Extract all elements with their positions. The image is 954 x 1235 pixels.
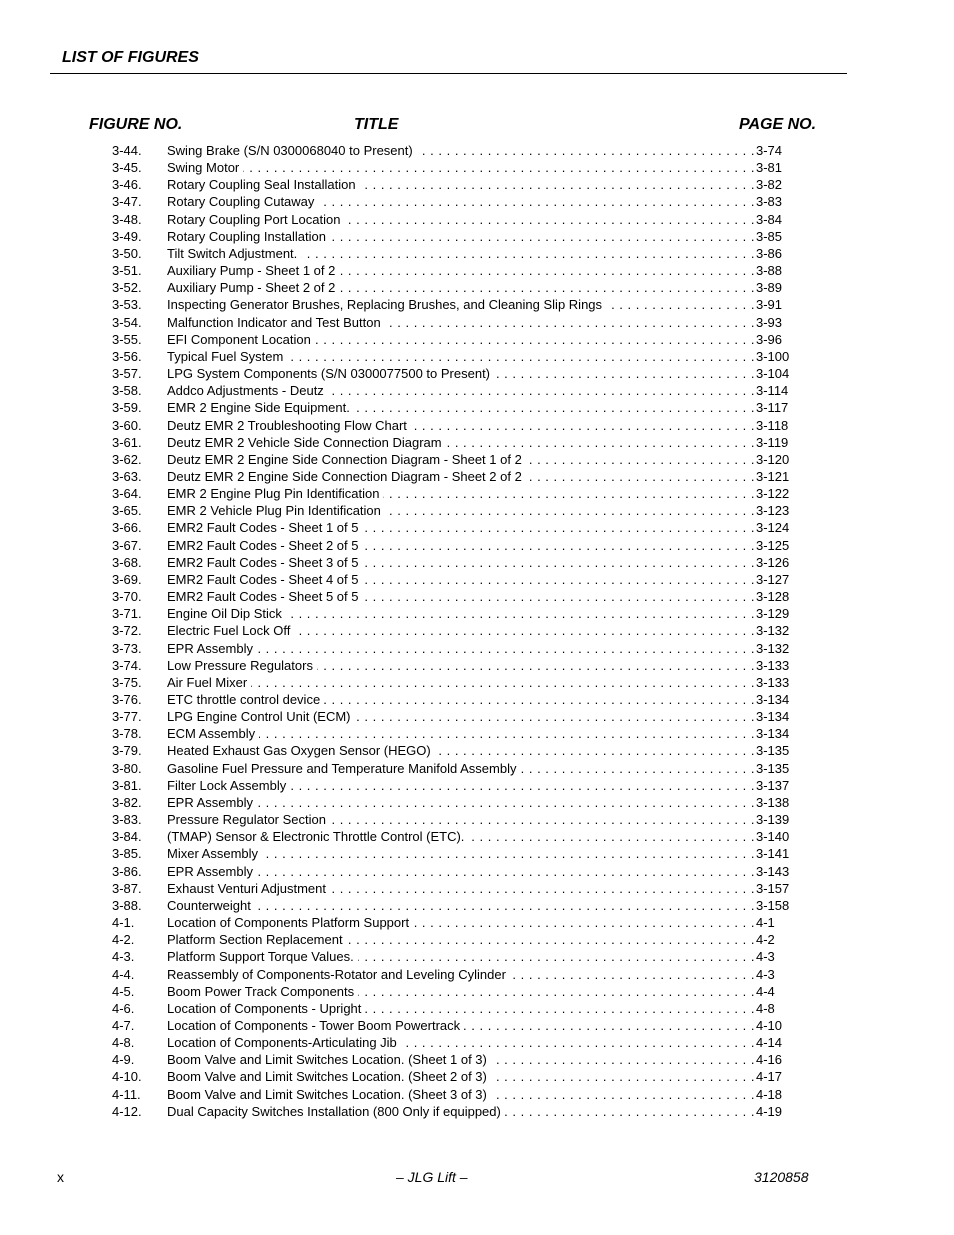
list-item[interactable] [112, 434, 792, 451]
page-number: 3-119 [756, 434, 789, 450]
figure-number: 3-54. [112, 314, 142, 330]
dot-leader [167, 983, 758, 1000]
figure-title: Deutz EMR 2 Troubleshooting Flow Chart [167, 418, 411, 433]
figure-title: EMR 2 Vehicle Plug Pin Identification [167, 503, 385, 518]
dot-leader [167, 880, 758, 897]
figure-title: Electric Fuel Lock Off [167, 623, 294, 638]
list-item[interactable] [112, 468, 792, 485]
figure-number: 4-8. [112, 1035, 135, 1051]
figure-title: Boom Valve and Limit Switches Location. (Sheet 3 of 3) [167, 1087, 491, 1102]
figure-number: 3-45. [112, 160, 142, 176]
column-heading-title: TITLE [354, 116, 399, 133]
dot-leader [167, 674, 758, 691]
figure-title: Auxiliary Pump - Sheet 2 of 2 [167, 280, 339, 295]
figure-number: 3-65. [112, 503, 142, 519]
figure-number: 3-68. [112, 554, 142, 570]
figure-number: 3-80. [112, 760, 142, 776]
figure-number: 3-72. [112, 623, 142, 639]
list-item[interactable] [112, 502, 792, 519]
list-item[interactable] [112, 725, 792, 742]
dot-leader [167, 451, 758, 468]
footer-page-number: x [57, 1169, 64, 1185]
page-number: 3-85 [756, 228, 783, 244]
figure-number: 4-3. [112, 949, 135, 965]
figure-title: Deutz EMR 2 Engine Side Connection Diagram - Sheet 1 of 2 [167, 452, 526, 467]
list-item[interactable] [112, 365, 792, 382]
dot-leader [167, 588, 758, 605]
figure-title: Boom Valve and Limit Switches Location. (Sheet 2 of 3) [167, 1069, 491, 1084]
list-item[interactable] [112, 880, 792, 897]
figure-title: Platform Support Torque Values. [167, 949, 358, 964]
figure-title: (TMAP) Sensor & Electronic Throttle Control (ETC). [167, 829, 468, 844]
dot-leader [167, 1000, 758, 1017]
figure-title: Pressure Regulator Section [167, 812, 330, 827]
page-number: 3-128 [756, 589, 790, 605]
list-item[interactable] [112, 245, 792, 262]
figure-title: Rotary Coupling Cutaway [167, 194, 318, 209]
page-number: 3-96 [756, 331, 783, 347]
page-number: 3-139 [756, 812, 790, 828]
figure-title: Location of Components - Upright [167, 1001, 365, 1016]
page-number: 3-158 [756, 897, 790, 913]
page-number: 3-137 [756, 777, 790, 793]
page-number: 4-10 [756, 1017, 783, 1033]
dot-leader [167, 640, 758, 657]
figure-number: 3-48. [112, 211, 142, 227]
figure-title: LPG Engine Control Unit (ECM) [167, 709, 355, 724]
page-number: 4-3 [756, 966, 775, 982]
list-item[interactable] [112, 760, 792, 777]
page-number: 3-114 [756, 383, 789, 399]
dot-leader [167, 142, 758, 159]
figure-number: 3-62. [112, 451, 142, 467]
figure-title: ECM Assembly [167, 726, 259, 741]
figure-number: 3-50. [112, 245, 142, 261]
dot-leader [167, 605, 758, 622]
figure-number: 3-81. [112, 777, 142, 793]
page-number: 3-132 [756, 640, 790, 656]
column-heading-page-no: PAGE NO. [739, 116, 817, 133]
dot-leader [167, 777, 758, 794]
figure-title: Inspecting Generator Brushes, Replacing Brushes, and Cleaning Slip Rings [167, 297, 606, 312]
figure-number: 4-12. [112, 1103, 142, 1119]
figure-number: 4-1. [112, 915, 135, 931]
figure-number: 3-84. [112, 829, 142, 845]
dot-leader [167, 794, 758, 811]
figure-title: Addco Adjustments - Deutz [167, 383, 328, 398]
figure-number: 3-46. [112, 177, 142, 193]
footer-document-number: 3120858 [754, 1169, 809, 1185]
figure-number: 4-6. [112, 1000, 135, 1016]
figure-title: Heated Exhaust Gas Oxygen Sensor (HEGO) [167, 743, 435, 758]
page-number: 3-91 [756, 297, 783, 313]
dot-leader [167, 365, 758, 382]
figure-title: Typical Fuel System [167, 349, 287, 364]
page-number: 3-89 [756, 280, 783, 296]
page-number: 4-3 [756, 949, 775, 965]
figure-title: EFI Component Location [167, 332, 315, 347]
figure-title: EMR2 Fault Codes - Sheet 4 of 5 [167, 572, 362, 587]
dot-leader [167, 657, 758, 674]
figure-title: Exhaust Venturi Adjustment [167, 881, 330, 896]
list-item[interactable] [112, 1068, 792, 1085]
figure-title: Deutz EMR 2 Engine Side Connection Diagram - Sheet 2 of 2 [167, 469, 526, 484]
page-number: 3-125 [756, 537, 790, 553]
dot-leader [167, 331, 758, 348]
figure-number: 3-55. [112, 331, 142, 347]
figure-title: EPR Assembly [167, 795, 257, 810]
figure-number: 4-11. [112, 1086, 141, 1102]
figure-number: 3-52. [112, 280, 142, 296]
list-item[interactable] [112, 382, 792, 399]
figure-number: 3-79. [112, 743, 142, 759]
figure-title: Location of Components - Tower Boom Powertrack [167, 1018, 464, 1033]
figure-title: Auxiliary Pump - Sheet 1 of 2 [167, 263, 339, 278]
figure-title: ETC throttle control device [167, 692, 324, 707]
figure-title: EMR2 Fault Codes - Sheet 1 of 5 [167, 520, 362, 535]
figure-number: 3-58. [112, 383, 142, 399]
dot-leader [167, 193, 758, 210]
dot-leader [167, 863, 758, 880]
list-item[interactable] [112, 314, 792, 331]
list-item[interactable] [112, 948, 792, 965]
dot-leader [167, 296, 758, 313]
figure-title: LPG System Components (S/N 0300077500 to Present) [167, 366, 494, 381]
figure-title: Swing Brake (S/N 0300068040 to Present) [167, 143, 417, 158]
dot-leader [167, 966, 758, 983]
list-item[interactable] [112, 571, 792, 588]
figure-title: Platform Section Replacement [167, 932, 347, 947]
page-number: 3-133 [756, 657, 790, 673]
page-number: 3-123 [756, 503, 790, 519]
column-heading-figure-no: FIGURE NO. [89, 116, 183, 133]
dot-leader [167, 468, 758, 485]
dot-leader [167, 1103, 758, 1120]
figure-number: 3-87. [112, 880, 142, 896]
dot-leader [167, 742, 758, 759]
list-item[interactable] [112, 554, 792, 571]
list-item[interactable] [112, 296, 792, 313]
dot-leader [167, 914, 758, 931]
list-item[interactable] [112, 691, 792, 708]
list-item[interactable] [112, 451, 792, 468]
list-item[interactable] [112, 931, 792, 948]
figure-number: 3-86. [112, 863, 142, 879]
dot-leader [167, 1017, 758, 1034]
list-item[interactable] [112, 1086, 792, 1103]
list-item[interactable] [112, 811, 792, 828]
dot-leader [167, 382, 758, 399]
page-number: 3-135 [756, 743, 790, 759]
list-item[interactable] [112, 417, 792, 434]
dot-leader [167, 485, 758, 502]
figure-title: Gasoline Fuel Pressure and Temperature Manifold Assembly [167, 761, 521, 776]
dot-leader [167, 348, 758, 365]
page-number: 3-74 [756, 143, 783, 158]
figure-title: Deutz EMR 2 Vehicle Side Connection Diagram [167, 435, 446, 450]
list-item[interactable] [112, 674, 792, 691]
page-number: 4-1 [756, 915, 775, 931]
figure-number: 3-63. [112, 468, 142, 484]
dot-leader [167, 228, 758, 245]
figure-title: Filter Lock Assembly [167, 778, 290, 793]
dot-leader [167, 502, 758, 519]
list-item[interactable] [112, 331, 792, 348]
dot-leader [167, 211, 758, 228]
dot-leader [167, 554, 758, 571]
figure-number: 3-73. [112, 640, 142, 656]
figure-title: Boom Valve and Limit Switches Location. (Sheet 1 of 3) [167, 1052, 491, 1067]
dot-leader [167, 708, 758, 725]
dot-leader [167, 519, 758, 536]
figure-number: 4-4. [112, 966, 135, 982]
figure-number: 3-83. [112, 812, 142, 828]
page-number: 3-129 [756, 606, 790, 622]
page-number: 3-134 [756, 692, 790, 707]
dot-leader [167, 760, 758, 777]
list-item[interactable] [112, 622, 792, 639]
figure-number: 3-76. [112, 692, 142, 707]
figure-number: 3-61. [112, 434, 142, 450]
list-item[interactable] [112, 1000, 792, 1017]
figure-number: 3-56. [112, 348, 142, 364]
dot-leader [167, 417, 758, 434]
figure-title: EPR Assembly [167, 864, 257, 879]
figure-number: 4-2. [112, 932, 135, 948]
page-number: 3-135 [756, 760, 790, 776]
figure-number: 3-74. [112, 657, 142, 673]
figure-number: 3-82. [112, 794, 142, 810]
page-number: 3-134 [756, 709, 790, 725]
page-number: 3-82 [756, 177, 783, 193]
figure-title: EMR 2 Engine Side Equipment. [167, 400, 354, 415]
figure-title: Rotary Coupling Port Location [167, 212, 344, 227]
list-item[interactable] [112, 537, 792, 554]
figure-number: 3-66. [112, 520, 142, 536]
dot-leader [167, 159, 758, 176]
figure-title: Dual Capacity Switches Installation (800 Only if equipped) [167, 1104, 505, 1119]
dot-leader [167, 725, 758, 742]
figure-title: Counterweight [167, 898, 255, 913]
list-item[interactable] [112, 605, 792, 622]
list-item[interactable] [112, 708, 792, 725]
page-number: 3-104 [756, 366, 790, 382]
list-item[interactable] [112, 142, 792, 159]
figure-title: Rotary Coupling Installation [167, 229, 330, 244]
figure-number: 3-69. [112, 571, 142, 587]
list-item[interactable] [112, 828, 792, 845]
figure-number: 3-75. [112, 674, 142, 690]
page-number: 3-117 [756, 400, 789, 416]
list-item[interactable] [112, 742, 792, 759]
footer-publisher: – JLG Lift – [396, 1169, 468, 1185]
figure-number: 3-78. [112, 726, 142, 742]
figure-number: 3-64. [112, 486, 142, 502]
list-item[interactable] [112, 914, 792, 931]
figure-title: EPR Assembly [167, 641, 257, 656]
list-item[interactable] [112, 1017, 792, 1034]
page-number: 4-8 [756, 1000, 775, 1016]
dot-leader [167, 245, 758, 262]
page-number: 4-2 [756, 932, 775, 948]
figure-title: Reassembly of Components-Rotator and Leveling Cylinder [167, 967, 510, 982]
dot-leader [167, 262, 758, 279]
list-item[interactable] [112, 1051, 792, 1068]
list-item[interactable] [112, 519, 792, 536]
dot-leader [167, 399, 758, 416]
figure-number: 3-53. [112, 297, 142, 313]
dot-leader [167, 622, 758, 639]
dot-leader [167, 948, 758, 965]
dot-leader [167, 176, 758, 193]
list-item[interactable] [112, 777, 792, 794]
figure-number: 4-9. [112, 1052, 135, 1068]
figure-title: Mixer Assembly [167, 846, 262, 861]
page-number: 4-16 [756, 1052, 783, 1068]
figure-number: 4-10. [112, 1069, 142, 1085]
figure-number: 3-44. [112, 143, 142, 158]
page-number: 4-4 [756, 983, 775, 999]
list-item[interactable] [112, 399, 792, 416]
list-item[interactable] [112, 193, 792, 210]
list-item[interactable] [112, 348, 792, 365]
figure-number: 3-85. [112, 846, 142, 862]
list-item[interactable] [112, 1034, 792, 1051]
list-item[interactable] [112, 588, 792, 605]
dot-leader [167, 571, 758, 588]
page-number: 3-118 [756, 417, 789, 433]
dot-leader [167, 434, 758, 451]
dot-leader [167, 1051, 758, 1068]
figure-title: Location of Components-Articulating Jib [167, 1035, 401, 1050]
page-number: 4-17 [756, 1069, 783, 1085]
page-number: 4-19 [756, 1103, 783, 1119]
page-number: 4-14 [756, 1035, 783, 1051]
list-item[interactable] [112, 176, 792, 193]
page-number: 3-132 [756, 623, 790, 639]
figure-title: Location of Components Platform Support [167, 915, 413, 930]
dot-leader [167, 1034, 758, 1051]
dot-leader [167, 811, 758, 828]
figure-number: 4-5. [112, 983, 135, 999]
page-number: 3-138 [756, 794, 790, 810]
figure-number: 4-7. [112, 1017, 135, 1033]
figure-title: Engine Oil Dip Stick [167, 606, 286, 621]
list-item[interactable] [112, 863, 792, 880]
dot-leader [167, 691, 758, 708]
page-number: 3-84 [756, 211, 783, 227]
page-number: 3-140 [756, 829, 790, 845]
figure-number: 3-88. [112, 897, 142, 913]
figure-number: 3-77. [112, 709, 142, 725]
page-number: 3-141 [756, 846, 790, 862]
header-divider [50, 73, 847, 74]
dot-leader [167, 845, 758, 862]
figure-list [112, 142, 792, 1120]
list-item[interactable] [112, 279, 792, 296]
page-title: LIST OF FIGURES [62, 49, 199, 66]
figure-title: EMR 2 Engine Plug Pin Identification [167, 486, 383, 501]
page-number: 3-133 [756, 674, 790, 690]
figure-number: 3-70. [112, 589, 142, 605]
figure-title: Malfunction Indicator and Test Button [167, 315, 385, 330]
page-number: 4-18 [756, 1086, 783, 1102]
list-item[interactable] [112, 845, 792, 862]
figure-number: 3-67. [112, 537, 142, 553]
page-number: 3-127 [756, 571, 790, 587]
dot-leader [167, 537, 758, 554]
dot-leader [167, 828, 758, 845]
page-number: 3-143 [756, 863, 790, 879]
list-item[interactable] [112, 262, 792, 279]
figure-title: Tilt Switch Adjustment. [167, 246, 301, 261]
dot-leader [167, 1068, 758, 1085]
figure-number: 3-47. [112, 194, 142, 210]
list-item[interactable] [112, 794, 792, 811]
figure-title: Rotary Coupling Seal Installation [167, 177, 360, 192]
list-item[interactable] [112, 640, 792, 657]
figure-number: 3-49. [112, 228, 142, 244]
dot-leader [167, 314, 758, 331]
list-item[interactable] [112, 983, 792, 1000]
figure-number: 3-57. [112, 366, 142, 382]
page-number: 3-88 [756, 263, 783, 279]
page-number: 3-122 [756, 486, 790, 502]
list-item[interactable] [112, 159, 792, 176]
figure-title: Low Pressure Regulators [167, 658, 317, 673]
dot-leader [167, 279, 758, 296]
page-number: 3-126 [756, 554, 790, 570]
dot-leader [167, 897, 758, 914]
figure-title: Boom Power Track Components [167, 984, 358, 999]
list-item[interactable] [112, 966, 792, 983]
figure-title: Air Fuel Mixer [167, 675, 251, 690]
page-number: 3-121 [756, 468, 790, 484]
list-item[interactable] [112, 485, 792, 502]
figure-title: EMR2 Fault Codes - Sheet 2 of 5 [167, 538, 362, 553]
page-number: 3-83 [756, 194, 783, 210]
list-item[interactable] [112, 1103, 792, 1120]
page-number: 3-157 [756, 880, 790, 896]
list-item[interactable] [112, 211, 792, 228]
figure-title: EMR2 Fault Codes - Sheet 5 of 5 [167, 589, 362, 604]
figure-number: 3-59. [112, 400, 142, 416]
list-item[interactable] [112, 657, 792, 674]
dot-leader [167, 931, 758, 948]
figure-title: EMR2 Fault Codes - Sheet 3 of 5 [167, 555, 362, 570]
page-number: 3-81 [756, 160, 783, 176]
list-item[interactable] [112, 228, 792, 245]
figure-number: 3-71. [112, 606, 142, 622]
figure-title: Swing Motor [167, 160, 243, 175]
page-number: 3-134 [756, 726, 790, 742]
page-number: 3-100 [756, 348, 790, 364]
page-number: 3-86 [756, 245, 783, 261]
page-number: 3-120 [756, 451, 790, 467]
figure-number: 3-60. [112, 417, 142, 433]
page-number: 3-93 [756, 314, 783, 330]
list-item[interactable] [112, 897, 792, 914]
page-number: 3-124 [756, 520, 790, 536]
figure-number: 3-51. [112, 263, 142, 279]
dot-leader [167, 1086, 758, 1103]
